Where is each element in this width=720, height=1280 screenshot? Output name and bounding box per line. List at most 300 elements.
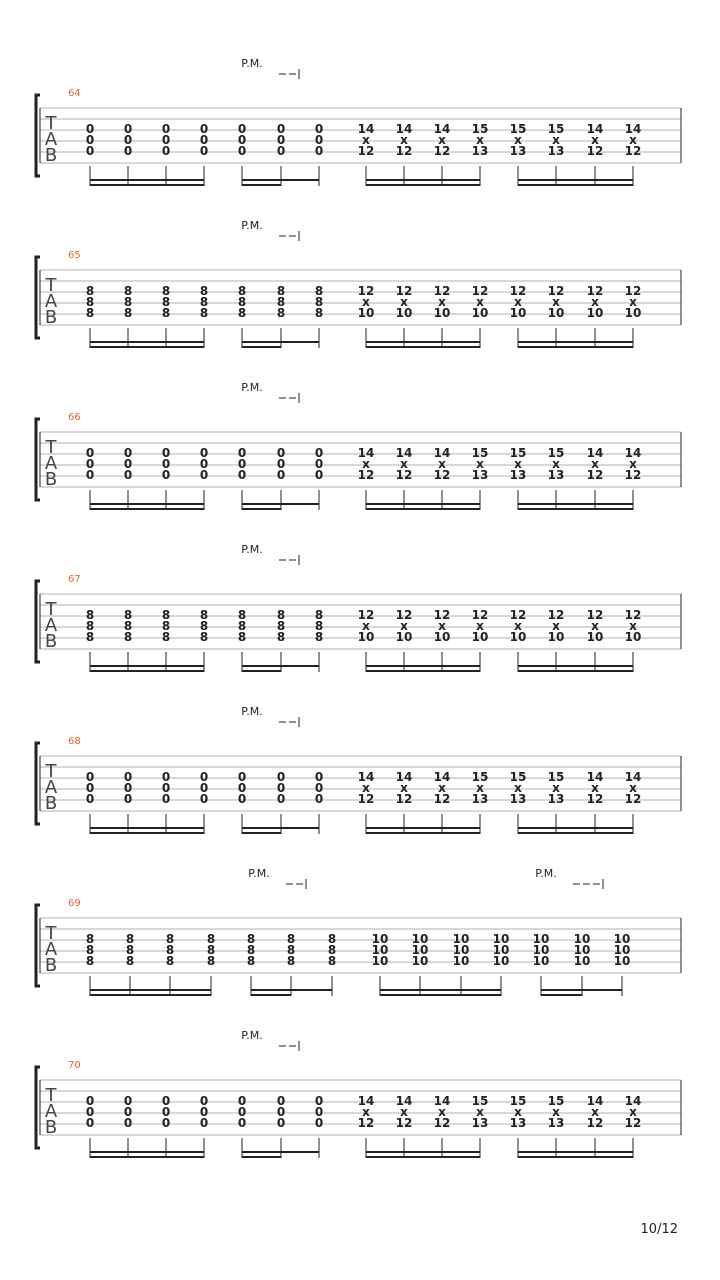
- fret-number: 8: [85, 284, 95, 298]
- fret-number: x: [514, 457, 522, 471]
- fret-number: 12: [586, 144, 604, 158]
- beat-group: [358, 284, 489, 348]
- fret-number: 10: [371, 943, 389, 957]
- fret-number: 12: [586, 1116, 604, 1130]
- fret-number: 0: [237, 457, 247, 471]
- fret-number: 8: [246, 943, 256, 957]
- fret-number: 13: [471, 1116, 489, 1130]
- fret-number: x: [476, 295, 484, 309]
- fret-number: 8: [237, 295, 247, 309]
- fret-number: x: [514, 133, 522, 147]
- fret-number: 8: [85, 295, 95, 309]
- fret-number: 0: [123, 770, 133, 784]
- fret-number: 14: [586, 1094, 604, 1108]
- tab-clef-a: A: [44, 453, 58, 474]
- fret-number: 8: [199, 608, 209, 622]
- fret-number: 8: [123, 284, 133, 298]
- fret-number: 0: [199, 1094, 209, 1108]
- beat-group: [510, 608, 642, 672]
- fret-number: 12: [471, 608, 489, 622]
- fret-number: 0: [237, 1105, 247, 1119]
- fret-number: 13: [509, 792, 527, 806]
- tab-clef-t: T: [45, 1085, 57, 1106]
- fret-number: 0: [314, 457, 324, 471]
- beat-group: [510, 770, 642, 834]
- fret-number: 0: [237, 781, 247, 795]
- fret-number: 12: [586, 284, 604, 298]
- tab-clef-b: B: [44, 955, 58, 976]
- tab-clef-b: B: [44, 145, 58, 166]
- fret-number: 8: [314, 619, 324, 633]
- fret-number: 0: [199, 446, 209, 460]
- beat-group: [86, 770, 208, 834]
- fret-number: 8: [237, 608, 247, 622]
- fret-number: 12: [395, 1116, 413, 1130]
- fret-number: 0: [123, 468, 133, 482]
- fret-number: 14: [624, 122, 642, 136]
- fret-number: 10: [624, 630, 642, 644]
- fret-number: 0: [276, 446, 286, 460]
- fret-number: 0: [85, 1116, 95, 1130]
- fret-number: 8: [314, 295, 324, 309]
- fret-number: 0: [199, 781, 209, 795]
- tab-clef-a: A: [44, 939, 58, 960]
- page-number: 10/12: [640, 1222, 678, 1237]
- fret-number: 10: [613, 943, 631, 957]
- tab-system-67: [36, 543, 681, 672]
- fret-number: 12: [433, 1116, 451, 1130]
- fret-number: 8: [237, 284, 247, 298]
- tab-clef-t: T: [45, 113, 57, 134]
- fret-number: 10: [433, 306, 451, 320]
- fret-number: 14: [433, 446, 451, 460]
- fret-number: 10: [371, 932, 389, 946]
- fret-number: 10: [573, 954, 591, 968]
- fret-number: 0: [161, 770, 171, 784]
- beat-group: [238, 446, 323, 510]
- fret-number: 0: [314, 1116, 324, 1130]
- fret-number: 14: [624, 446, 642, 460]
- fret-number: 13: [509, 468, 527, 482]
- fret-number: 8: [199, 295, 209, 309]
- fret-number: x: [400, 457, 408, 471]
- fret-number: 8: [276, 619, 286, 633]
- fret-number: x: [438, 781, 446, 795]
- fret-number: 8: [327, 943, 337, 957]
- fret-number: 15: [471, 122, 489, 136]
- fret-number: 12: [624, 792, 642, 806]
- fret-number: 8: [85, 954, 95, 968]
- fret-number: 0: [85, 781, 95, 795]
- fret-number: x: [629, 1105, 637, 1119]
- fret-number: 0: [276, 457, 286, 471]
- system-bracket: [36, 419, 40, 500]
- fret-number: 15: [471, 770, 489, 784]
- fret-number: 12: [509, 608, 527, 622]
- fret-number: 12: [509, 284, 527, 298]
- fret-number: 8: [237, 619, 247, 633]
- beat-group: [358, 770, 489, 834]
- fret-number: 12: [624, 468, 642, 482]
- fret-number: 8: [161, 608, 171, 622]
- fret-number: 0: [161, 1116, 171, 1130]
- tab-clef-t: T: [45, 923, 57, 944]
- fret-number: 12: [624, 144, 642, 158]
- tab-system-65: [36, 219, 681, 348]
- fret-number: 0: [314, 468, 324, 482]
- fret-number: 10: [395, 630, 413, 644]
- fret-number: x: [400, 619, 408, 633]
- fret-number: 14: [357, 1094, 375, 1108]
- fret-number: 10: [411, 954, 429, 968]
- fret-number: 8: [199, 284, 209, 298]
- fret-number: 0: [314, 144, 324, 158]
- fret-number: 8: [161, 295, 171, 309]
- fret-number: 0: [85, 1105, 95, 1119]
- fret-number: 8: [276, 630, 286, 644]
- beat-group: [86, 122, 208, 186]
- fret-number: 10: [547, 630, 565, 644]
- beat-group: [238, 284, 323, 348]
- fret-number: 14: [395, 122, 413, 136]
- fret-number: 0: [85, 446, 95, 460]
- fret-number: 0: [276, 770, 286, 784]
- fret-number: 12: [395, 608, 413, 622]
- beat-group: [238, 770, 323, 834]
- fret-number: 14: [395, 1094, 413, 1108]
- fret-number: 0: [237, 1116, 247, 1130]
- beat-group: [358, 1094, 489, 1158]
- fret-number: 14: [395, 770, 413, 784]
- fret-number: 8: [286, 932, 296, 946]
- fret-number: x: [591, 781, 599, 795]
- fret-number: x: [362, 619, 370, 633]
- fret-number: 0: [85, 792, 95, 806]
- fret-number: 14: [357, 770, 375, 784]
- tab-clef-t: T: [45, 437, 57, 458]
- fret-number: 8: [246, 954, 256, 968]
- fret-number: 12: [624, 608, 642, 622]
- fret-number: 0: [161, 1105, 171, 1119]
- fret-number: x: [362, 1105, 370, 1119]
- fret-number: x: [476, 1105, 484, 1119]
- fret-number: x: [514, 781, 522, 795]
- palm-mute-label: P.M.: [241, 57, 263, 70]
- fret-number: 0: [314, 792, 324, 806]
- measure-number: 70: [68, 1060, 81, 1071]
- fret-number: x: [552, 1105, 560, 1119]
- fret-number: x: [591, 457, 599, 471]
- tab-clef-a: A: [44, 777, 58, 798]
- fret-number: 8: [314, 306, 324, 320]
- fret-number: 10: [509, 306, 527, 320]
- fret-number: 14: [586, 770, 604, 784]
- fret-number: 13: [547, 1116, 565, 1130]
- fret-number: 0: [199, 144, 209, 158]
- palm-mute-label: P.M.: [248, 867, 270, 880]
- fret-number: 15: [547, 446, 565, 460]
- tab-clef-b: B: [44, 469, 58, 490]
- tab-clef-b: B: [44, 793, 58, 814]
- fret-number: 15: [509, 122, 527, 136]
- beat-group: [358, 608, 489, 672]
- fret-number: 0: [161, 133, 171, 147]
- fret-number: 14: [624, 1094, 642, 1108]
- tab-clef-a: A: [44, 291, 58, 312]
- tab-clef-b: B: [44, 307, 58, 328]
- fret-number: x: [362, 295, 370, 309]
- fret-number: 0: [314, 770, 324, 784]
- fret-number: 14: [433, 1094, 451, 1108]
- beat-group: [358, 446, 489, 510]
- system-bracket: [36, 257, 40, 338]
- fret-number: 15: [471, 446, 489, 460]
- fret-number: x: [476, 133, 484, 147]
- measure-number: 64: [68, 88, 81, 99]
- fret-number: 0: [276, 1094, 286, 1108]
- fret-number: 0: [276, 122, 286, 136]
- fret-number: 10: [452, 932, 470, 946]
- fret-number: 10: [371, 954, 389, 968]
- fret-number: 8: [286, 943, 296, 957]
- fret-number: 0: [199, 133, 209, 147]
- fret-number: 0: [161, 1094, 171, 1108]
- fret-number: 13: [471, 792, 489, 806]
- fret-number: 12: [357, 284, 375, 298]
- fret-number: 12: [624, 1116, 642, 1130]
- tab-clef-a: A: [44, 615, 58, 636]
- fret-number: 8: [123, 619, 133, 633]
- fret-number: 8: [276, 295, 286, 309]
- fret-number: 8: [123, 295, 133, 309]
- tab-system-70: [36, 1029, 681, 1158]
- tab-clef-t: T: [45, 599, 57, 620]
- fret-number: x: [552, 295, 560, 309]
- fret-number: 0: [161, 144, 171, 158]
- fret-number: x: [591, 133, 599, 147]
- fret-number: 8: [206, 932, 216, 946]
- tab-system-64: [36, 57, 681, 186]
- fret-number: 0: [314, 781, 324, 795]
- fret-number: 0: [199, 122, 209, 136]
- fret-number: 10: [471, 630, 489, 644]
- beat-group: [358, 122, 489, 186]
- system-bracket: [36, 905, 40, 986]
- fret-number: 15: [547, 770, 565, 784]
- fret-number: 8: [85, 630, 95, 644]
- fret-number: 12: [586, 608, 604, 622]
- fret-number: 10: [357, 306, 375, 320]
- fret-number: 8: [165, 954, 175, 968]
- system-bracket: [36, 743, 40, 824]
- fret-number: 10: [509, 630, 527, 644]
- fret-number: 0: [237, 792, 247, 806]
- fret-number: 8: [314, 608, 324, 622]
- fret-number: x: [438, 1105, 446, 1119]
- fret-number: 15: [509, 770, 527, 784]
- fret-number: 8: [161, 284, 171, 298]
- fret-number: 13: [509, 1116, 527, 1130]
- fret-number: x: [552, 619, 560, 633]
- fret-number: 8: [276, 306, 286, 320]
- fret-number: 10: [492, 954, 510, 968]
- fret-number: 8: [125, 954, 135, 968]
- fret-number: 10: [573, 932, 591, 946]
- fret-number: 8: [123, 630, 133, 644]
- fret-number: 0: [237, 122, 247, 136]
- palm-mute-label: P.M.: [241, 381, 263, 394]
- fret-number: 12: [433, 144, 451, 158]
- fret-number: x: [362, 457, 370, 471]
- fret-number: 0: [123, 1105, 133, 1119]
- fret-number: 14: [357, 446, 375, 460]
- tab-clef-a: A: [44, 129, 58, 150]
- fret-number: 8: [314, 284, 324, 298]
- palm-mute-label: P.M.: [535, 867, 557, 880]
- fret-number: x: [400, 1105, 408, 1119]
- fret-number: 10: [586, 306, 604, 320]
- system-bracket: [36, 95, 40, 176]
- fret-number: 10: [433, 630, 451, 644]
- fret-number: x: [591, 619, 599, 633]
- fret-number: 8: [276, 284, 286, 298]
- fret-number: x: [629, 457, 637, 471]
- fret-number: x: [591, 295, 599, 309]
- fret-number: 0: [237, 468, 247, 482]
- fret-number: 0: [314, 1094, 324, 1108]
- fret-number: 0: [276, 133, 286, 147]
- fret-number: 0: [123, 1116, 133, 1130]
- fret-number: 15: [547, 122, 565, 136]
- tab-clef-a: A: [44, 1101, 58, 1122]
- fret-number: 10: [452, 954, 470, 968]
- fret-number: x: [400, 133, 408, 147]
- fret-number: 0: [85, 122, 95, 136]
- fret-number: x: [629, 133, 637, 147]
- fret-number: x: [476, 619, 484, 633]
- fret-number: 8: [327, 932, 337, 946]
- fret-number: 10: [573, 943, 591, 957]
- fret-number: 8: [85, 306, 95, 320]
- fret-number: 10: [395, 306, 413, 320]
- fret-number: 12: [357, 608, 375, 622]
- palm-mute-label: P.M.: [241, 219, 263, 232]
- fret-number: 13: [509, 144, 527, 158]
- beat-group: [86, 1094, 208, 1158]
- fret-number: 12: [547, 608, 565, 622]
- fret-number: 15: [471, 1094, 489, 1108]
- fret-number: 8: [85, 943, 95, 957]
- fret-number: 0: [85, 468, 95, 482]
- fret-number: 10: [532, 954, 550, 968]
- fret-number: 10: [452, 943, 470, 957]
- fret-number: 0: [314, 446, 324, 460]
- tab-clef-b: B: [44, 631, 58, 652]
- fret-number: 15: [509, 1094, 527, 1108]
- fret-number: 0: [237, 770, 247, 784]
- fret-number: x: [438, 295, 446, 309]
- fret-number: x: [476, 781, 484, 795]
- fret-number: 8: [85, 619, 95, 633]
- fret-number: 14: [586, 122, 604, 136]
- fret-number: 12: [357, 1116, 375, 1130]
- fret-number: 12: [433, 608, 451, 622]
- fret-number: 0: [276, 1105, 286, 1119]
- beat-group: [510, 122, 642, 186]
- fret-number: 8: [199, 630, 209, 644]
- fret-number: 10: [613, 932, 631, 946]
- beat-group: [86, 608, 208, 672]
- fret-number: 0: [237, 446, 247, 460]
- fret-number: 0: [85, 457, 95, 471]
- fret-number: 14: [395, 446, 413, 460]
- tab-clef-t: T: [45, 275, 57, 296]
- fret-number: 0: [85, 770, 95, 784]
- fret-number: 0: [237, 1094, 247, 1108]
- beat-group: [86, 284, 208, 348]
- measure-number: 68: [68, 736, 81, 747]
- fret-number: 12: [395, 792, 413, 806]
- fret-number: 12: [433, 284, 451, 298]
- fret-number: 0: [276, 144, 286, 158]
- beat-group: [238, 122, 323, 186]
- measure-number: 65: [68, 250, 81, 261]
- fret-number: 0: [276, 792, 286, 806]
- fret-number: 13: [471, 144, 489, 158]
- fret-number: 10: [411, 932, 429, 946]
- fret-number: 0: [237, 144, 247, 158]
- tab-clef-t: T: [45, 761, 57, 782]
- fret-number: 0: [314, 133, 324, 147]
- fret-number: 8: [125, 932, 135, 946]
- measure-number: 69: [68, 898, 81, 909]
- beat-group: [238, 1094, 323, 1158]
- fret-number: 8: [206, 954, 216, 968]
- fret-number: 8: [125, 943, 135, 957]
- fret-number: 10: [471, 306, 489, 320]
- beat-group: [238, 608, 323, 672]
- fret-number: 8: [237, 630, 247, 644]
- fret-number: 10: [532, 932, 550, 946]
- fret-number: x: [438, 133, 446, 147]
- fret-number: 12: [624, 284, 642, 298]
- fret-number: 12: [357, 792, 375, 806]
- fret-number: 0: [123, 792, 133, 806]
- fret-number: 0: [161, 781, 171, 795]
- fret-number: 8: [199, 619, 209, 633]
- fret-number: 0: [123, 122, 133, 136]
- fret-number: 14: [433, 122, 451, 136]
- fret-number: 0: [161, 792, 171, 806]
- fret-number: 0: [314, 122, 324, 136]
- fret-number: x: [552, 781, 560, 795]
- fret-number: 12: [547, 284, 565, 298]
- fret-number: x: [438, 619, 446, 633]
- beat-group: [247, 932, 336, 996]
- fret-number: 8: [276, 608, 286, 622]
- fret-number: x: [438, 457, 446, 471]
- system-bracket: [36, 581, 40, 662]
- fret-number: 0: [276, 1116, 286, 1130]
- fret-number: 0: [123, 457, 133, 471]
- fret-number: 8: [165, 932, 175, 946]
- fret-number: 8: [237, 306, 247, 320]
- fret-number: 8: [327, 954, 337, 968]
- fret-number: x: [591, 1105, 599, 1119]
- tab-system-69: [36, 867, 681, 996]
- fret-number: 12: [433, 468, 451, 482]
- fret-number: 12: [433, 792, 451, 806]
